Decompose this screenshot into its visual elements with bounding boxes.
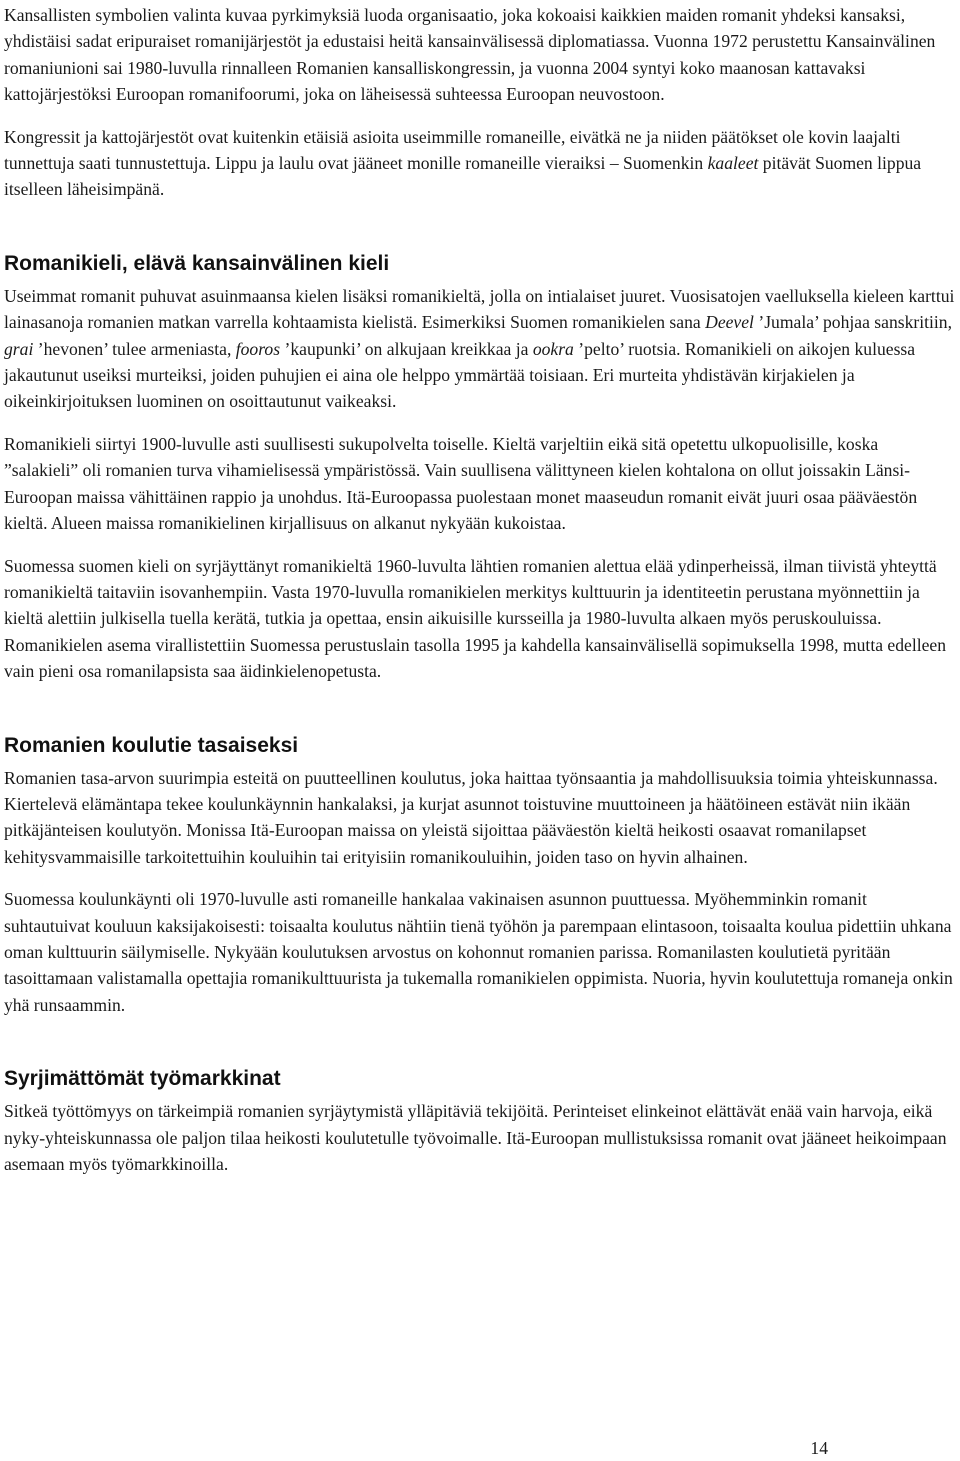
heading-romani-language: Romanikieli, elävä kansainvälinen kieli <box>4 251 390 275</box>
paragraph-education-barriers: Romanien tasa-arvon suurimpia esteitä on puutteellinen koulutus, joka haittaa työnsaantia ja mahdollisuuksia toimia yhteiskunnassa. Kiertelevä elämäntapa tekee koulunkäynnin hankalaksi, ja kurjat asunnot toistuvine muuttoineen ja häätöineen estävät niin ikään pitkäjänteisen koulutyön. Monissa Itä-Euroopan maissa on yleistä sijoittaa pääväestön kieltä heikosti osaavat romanilapset kehitysvammaisille tarkoitettuihin kouluihin tai erityisiin romanikouluihin, joiden taso on hyvin alhainen. <box>4 767 938 867</box>
text-segment: ’kaupunki’ on alkujaan kreikkaa ja <box>280 338 533 359</box>
paragraph-finland-schooling: Suomessa koulunkäynti oli 1970-luvulle asti romaneille hankalaa vakinaisen asunnon puuttuessa. Myöhemminkin romanit suhtautuivat kouluun kaksijakoisesti: toisaalta koulutus nähtiin tienä työhön ja parempaan elintasoon, toisaalta koulua pidettiin uhkana oman kulttuurin säilymiselle. Nykyään koulutuksen arvostus on kohonnut romanien parissa. Romanilasten koulutietä pyritään tasoittamaan valistamalla opettajia romanikulttuurista ja tukemalla romanikielen oppimista. Nuoria, hyvin koulutettuja romaneja onkin yhä runsaammin. <box>4 889 953 1015</box>
paragraph-congresses-text: Kongressit ja kattojärjestöt ovat kuitenkin etäisiä asioita useimmille romaneille, eivätkä ne ja niiden päätökset ole kovin laajalti tunnettuja saati tunnustettuja. Lippu ja laulu ovat jääneet monille romaneille vieraiksi – Suomenkin <box>4 126 901 174</box>
paragraph-national-symbols: Kansallisten symbolien valinta kuvaa pyrkimyksiä luoda organisaatio, joka kokoaisi kaikkien maiden romanit yhdeksi kansaksi, yhdistäisi sadat eripuraiset romanijärjestöt ja edustaisi heitä kansainvälisessä diplomatiassa. Vuonna 1972 perustettu Kansainvälinen romaniunioni sai 1980-luvulla rinnalleen Romanien kansalliskongressin, ja vuonna 2004 syntyi koko maanosan kattavaksi kattojärjestöksi Euroopan romanifoorumi, joka on läheisessä suhteessa Euroopan neuvostoon. <box>4 5 936 105</box>
term-deevel: Deevel <box>705 312 754 333</box>
term-grai: grai <box>4 338 34 359</box>
document-page <box>4 0 956 1177</box>
paragraph-romani-roots <box>4 283 956 415</box>
paragraph-congresses <box>4 124 956 203</box>
paragraph-finland-language: Suomessa suomen kieli on syrjäyttänyt romanikieltä 1960-luvulta lähtien romanien alettua elää ydinperheissä, ilman tiivistä yhteyttä romanikieltä taitaviin isovanhempiin. Vasta 1970-luvulla romanikielen merkitys kulttuurin ja identiteetin perustana myönnettiin ja kieltä alettiin julkisella tuella kerätä, tutkia ja opettaa, ensin aikuisille kursseilla ja 1980-luvulta alkaen myös peruskouluissa. Romanikielen asema virallistettiin Suomessa perustuslain tasolla 1995 ja kahdella kansainvälisellä sopimuksella 1998, mutta edelleen vain pieni osa romanilapsista saa äidinkielenopetusta. <box>4 555 947 682</box>
paragraph-oral-tradition: Romanikieli siirtyi 1900-luvulle asti suullisesti sukupolvelta toiselle. Kieltä varjeltiin eikä sitä opetettu ulkopuolisille, koska ”salakieli” oli romanien turva vihamielisessä ympäristössä. Vain suullisena välittyneen kielen kohtalona on ollut joissakin Länsi-Euroopan maissa vähittäinen rappio ja unohdus. Itä-Euroopassa puolestaan monet maaseudun romanit eivät juuri osaa pääväestön kieltä. Alueen maissa romanikielinen kirjallisuus on alkanut nykyään kukoistaa. <box>4 433 918 534</box>
text-segment: ’pelto’ ruotsia. Romanikieli on aikojen kuluessa jakautunut useiksi murteiksi, joiden puhujien ei aina ole helppo ymmärtää toisiaan. Eri murteita yhdistävän kirjakielen ja oikeinkirjoituksen luominen on osoittautunut vaikeaksi. <box>4 338 916 412</box>
text-segment: ’Jumala’ pohjaa sanskritiin, <box>753 312 952 333</box>
page-number: 14 <box>810 1438 828 1458</box>
term-ookra: ookra <box>532 338 574 359</box>
paragraph-unemployment: Sitkeä työttömyys on tärkeimpiä romanien syrjäytymistä ylläpitäviä tekijöitä. Perinteiset elinkeinot elättävät enää vain harvoja, eikä nyky-yhteiskunnassa ole paljon tilaa heikosti koulutetulle työvoimalle. Itä-Euroopan mullistuksissa romanit ovat jääneet heikoimpaan asemaan myös työmarkkinoilla. <box>4 1101 947 1174</box>
heading-education: Romanien koulutie tasaiseksi <box>4 733 299 757</box>
term-fooros: fooros <box>235 338 281 359</box>
text-segment: Useimmat romanit puhuvat asuinmaansa kielen lisäksi romanikieltä, jolla on intialaiset juuret. Vuosisatojen vaelluksella kieleen karttui lainasanoja romanien matkan varrella kohtaamista kielistä. Esimerkiksi Suomen romanikielen sana <box>4 285 955 333</box>
paragraph-congresses-end: pitävät Suomen lippua itselleen läheisimpänä. <box>4 153 922 200</box>
heading-labour-market: Syrjimättömät työmarkkinat <box>4 1067 281 1091</box>
text-segment: ’hevonen’ tulee armeniasta, <box>33 338 236 359</box>
kaaleet-term: kaaleet <box>707 153 759 174</box>
